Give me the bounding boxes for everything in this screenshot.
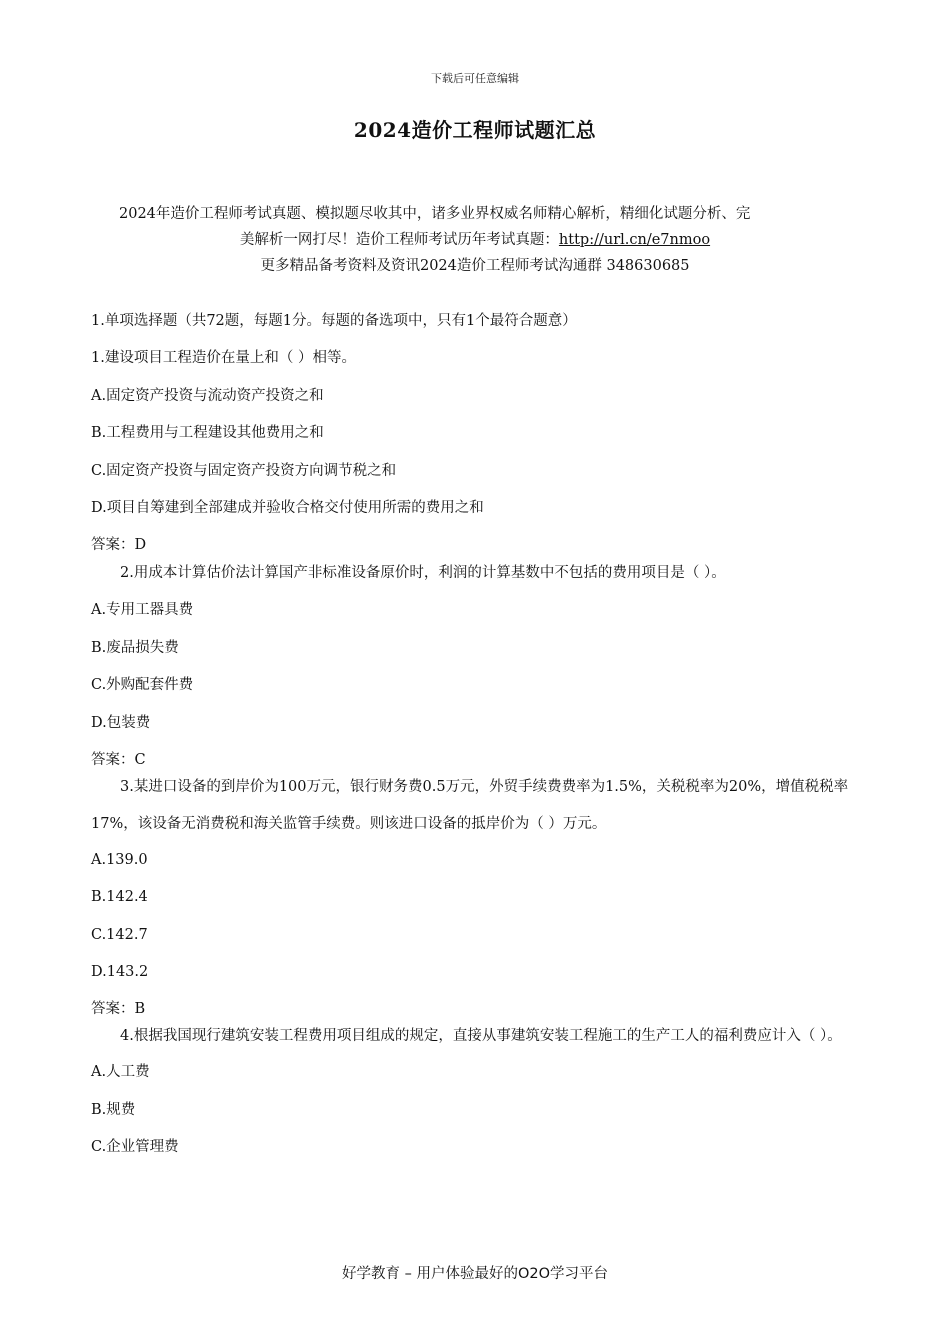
option-item: D.143.2 xyxy=(91,964,149,981)
intro-line-3: 更多精品备考资料及资讯2024造价工程师考试沟通群 348630685 xyxy=(260,258,690,274)
question-stem: 1.建设项目工程造价在量上和（ ）相等。 xyxy=(91,350,356,367)
option-item: A.专用工器具费 xyxy=(91,602,194,619)
option-item: C.固定资产投资与固定资产投资方向调节税之和 xyxy=(91,462,397,479)
option-item: C.企业管理费 xyxy=(91,1139,179,1156)
exam-link[interactable]: http://url.cn/e7nmoo xyxy=(558,232,711,248)
answer-line: 答案：C xyxy=(91,751,146,768)
option-item: D.项目自筹建到全部建成并验收合格交付使用所需的费用之和 xyxy=(91,499,484,516)
intro-line-1: 2024年造价工程师考试真题、模拟题尽收其中，诸多业界权威名师精心解析，精细化试题分析、完 xyxy=(119,206,751,222)
option-item: B.规费 xyxy=(91,1101,136,1118)
option-item: B.142.4 xyxy=(91,889,148,906)
page-footer: 好学教育 – 用户体验最好的O2O学习平台 xyxy=(341,1266,609,1282)
answer-line: 答案：B xyxy=(91,1001,146,1018)
question-stem: 4.根据我国现行建筑安装工程费用项目组成的规定，直接从事建筑安装工程施工的生产工人的福利费应计入（ ）。 xyxy=(120,1028,842,1045)
intro-line-2-text: 美解析一网打尽！造价工程师考试历年考试真题： xyxy=(239,232,559,248)
section-heading: 1.单项选择题（共72题，每题1分。每题的备选项中，只有1个最符合题意） xyxy=(91,313,577,329)
option-item: A.固定资产投资与流动资产投资之和 xyxy=(91,387,324,404)
option-item: C.外购配套件费 xyxy=(91,677,194,694)
question-stem: 2.用成本计算估价法计算国产非标准设备原价时，利润的计算基数中不包括的费用项目是（ ）。 xyxy=(120,565,726,582)
intro-paragraph xyxy=(90,201,860,279)
header-note: 下载后可任意编辑 xyxy=(431,72,519,85)
question-stem: 3.某进口设备的到岸价为100万元，银行财务费0.5万元，外贸手续费费率为1.5%，关税税率为20%，增值税税率17%，该设备无消费税和海关监管手续费。则该进口设备的抵岸价为（ ）万元。 xyxy=(91,778,849,832)
answer-line: 答案：D xyxy=(91,537,147,554)
option-item: B.废品损失费 xyxy=(91,639,179,656)
option-item: A.人工费 xyxy=(91,1064,150,1081)
page-title: 2024造价工程师试题汇总 xyxy=(353,118,597,142)
option-item: A.139.0 xyxy=(91,851,148,868)
option-item: C.142.7 xyxy=(91,926,148,943)
intro-line-2 xyxy=(90,227,860,253)
question-list xyxy=(91,308,866,1172)
option-item: D.包装费 xyxy=(91,714,151,731)
option-item: B.工程费用与工程建设其他费用之和 xyxy=(91,425,324,442)
